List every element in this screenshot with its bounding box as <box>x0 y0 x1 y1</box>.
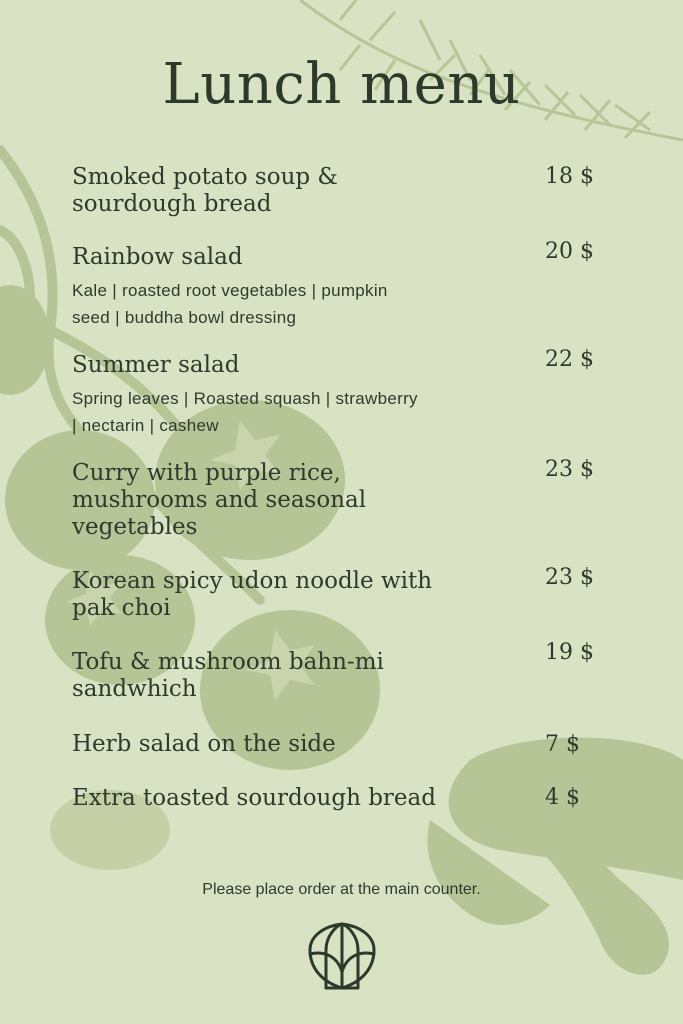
menu-item-name: Korean spicy udon noodle with pak choi <box>72 568 433 621</box>
menu-item-price: 18 $ <box>545 164 594 189</box>
menu-item-price: 4 $ <box>545 785 580 810</box>
menu-item <box>72 352 532 439</box>
menu-item <box>72 164 532 218</box>
mushroom-illustration <box>427 738 683 975</box>
menu-item <box>72 568 532 622</box>
order-instructions: Please place order at the main counter. <box>202 881 481 898</box>
menu-item <box>72 460 532 541</box>
menu-item <box>72 785 532 812</box>
menu-item-name: Tofu & mushroom bahn-mi sandwhich <box>72 649 384 702</box>
menu-item-name: Herb salad on the side <box>72 731 336 757</box>
menu-item-description: Spring leaves | Roasted squash | strawberry | nectarin | cashew <box>72 389 418 435</box>
menu-title: Lunch menu <box>162 52 521 117</box>
menu-item-price: 7 $ <box>545 732 580 757</box>
menu-item-price: 23 $ <box>545 565 594 590</box>
menu-item <box>72 244 532 331</box>
menu-item <box>72 731 532 758</box>
menu-item-price: 23 $ <box>545 457 594 482</box>
menu-item-name: Extra toasted sourdough bread <box>72 785 436 811</box>
leaf-emblem-icon <box>306 920 378 992</box>
menu-item-description: Kale | roasted root vegetables | pumpkin seed | buddha bowl dressing <box>72 281 388 327</box>
menu-item-price: 20 $ <box>545 239 594 264</box>
menu-item-name: Curry with purple rice, mushrooms and seasonal vegetables <box>72 460 367 540</box>
menu-item-name: Rainbow salad <box>72 244 243 270</box>
menu-item-name: Smoked potato soup & sourdough bread <box>72 164 338 217</box>
menu-item <box>72 649 532 703</box>
menu-item-name: Summer salad <box>72 352 240 378</box>
menu-item-price: 19 $ <box>545 640 594 665</box>
menu-item-price: 22 $ <box>545 347 594 372</box>
